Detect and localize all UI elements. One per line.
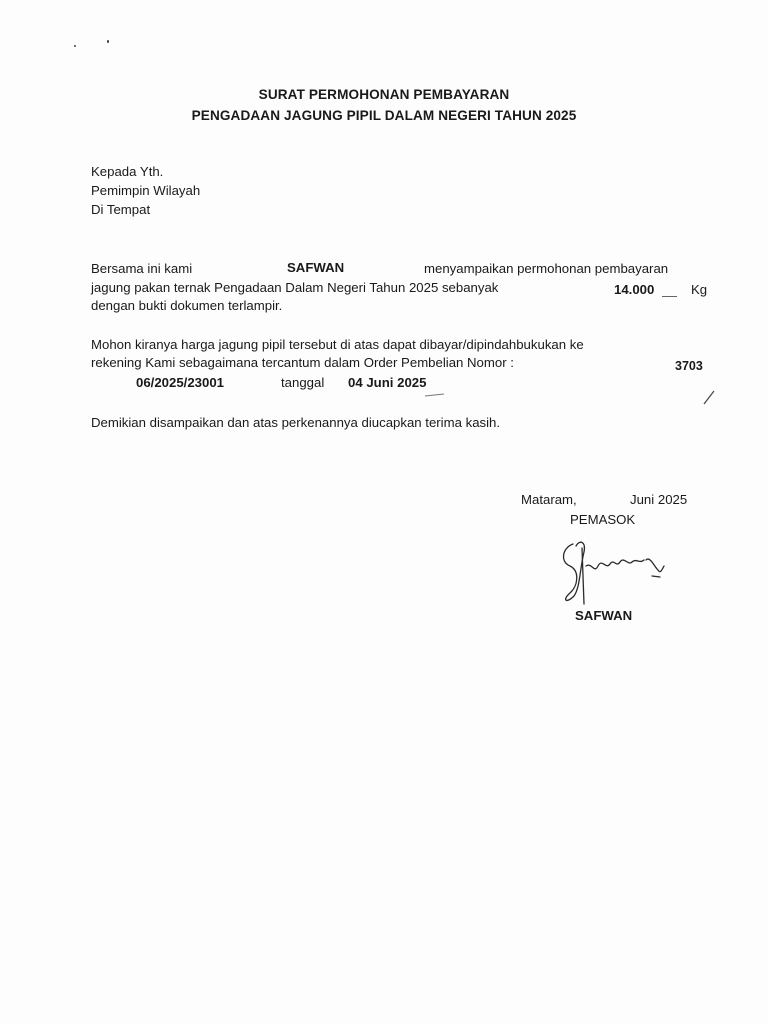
paragraph2-line2: rekening Kami sebagaimana tercantum dalam Order Pembelian Nomor : bbox=[91, 355, 514, 370]
letter-title-line2: PENGADAAN JAGUNG PIPIL DALAM NEGERI TAHUN 2025 bbox=[191, 108, 577, 123]
signature-place: Mataram, bbox=[521, 492, 577, 507]
quantity-value: 14.000 bbox=[614, 282, 655, 297]
signer-name: SAFWAN bbox=[575, 608, 633, 623]
recipient-salutation: Kepada Yth. bbox=[91, 164, 164, 179]
order-number-part1: 3703 bbox=[675, 359, 703, 373]
paragraph1-line3: dengan bukti dokumen terlampir. bbox=[91, 298, 283, 313]
quantity-unit: Kg bbox=[691, 282, 708, 297]
recipient-title: Pemimpin Wilayah bbox=[91, 183, 201, 198]
signer-role: PEMASOK bbox=[570, 512, 636, 527]
letter-title-line1: SURAT PERMOHONAN PEMBAYARAN bbox=[258, 87, 510, 102]
order-number-part2: 06/2025/23001 bbox=[136, 375, 225, 390]
sender-name: SAFWAN bbox=[287, 260, 345, 275]
signature-date: Juni 2025 bbox=[630, 492, 688, 507]
order-date-value: 04 Juni 2025 bbox=[348, 375, 427, 390]
paragraph2-line1: Mohon kiranya harga jagung pipil tersebut di atas dapat dibayar/dipindahbukukan ke bbox=[91, 337, 584, 352]
paragraph1-suffix: menyampaikan permohonan pembayaran bbox=[424, 261, 669, 276]
order-date-label: tanggal bbox=[281, 375, 325, 390]
paragraph1-line2: jagung pakan ternak Pengadaan Dalam Negeri Tahun 2025 sebanyak bbox=[91, 280, 499, 295]
closing-sentence: Demikian disampaikan dan atas perkenannya diucapkan terima kasih. bbox=[91, 415, 501, 430]
paragraph1-prefix: Bersama ini kami bbox=[91, 261, 193, 276]
recipient-location: Di Tempat bbox=[91, 202, 151, 217]
